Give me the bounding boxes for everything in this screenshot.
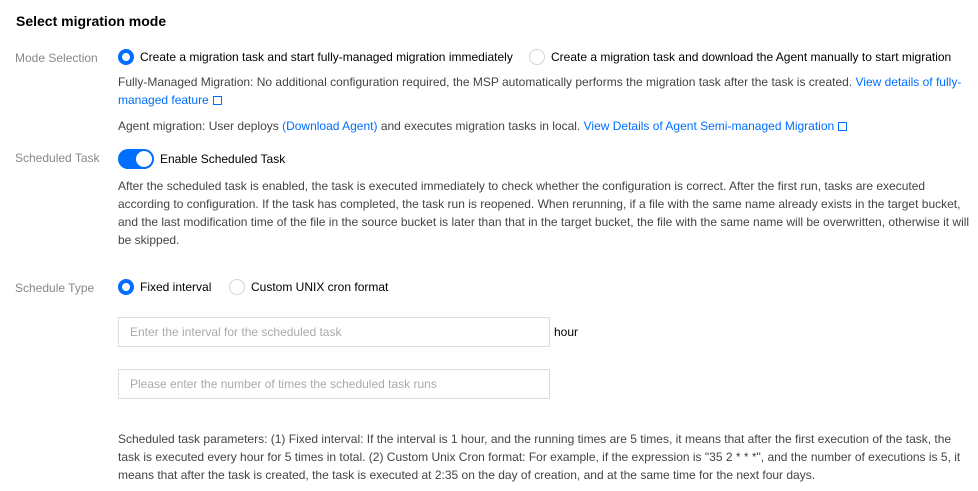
external-link-icon[interactable]: [838, 122, 847, 131]
toggle-knob: [136, 151, 152, 167]
section-title: Select migration mode: [16, 13, 167, 29]
radio-agent-manual-indicator[interactable]: [529, 49, 545, 65]
agent-desc-prefix: Agent migration: User deploys: [118, 119, 279, 133]
scheduled-desc-line: according to configuration. If the task has completed, the task run is reopened. When rerunning, if a file with the same name already exists in the target bucket,: [118, 197, 961, 211]
run-count-input[interactable]: [118, 369, 550, 399]
radio-custom-cron-label[interactable]: Custom UNIX cron format: [251, 280, 389, 294]
fully-managed-desc-text: Fully-Managed Migration: No additional configuration required, the MSP automatically performs the migration task after the task is created.: [118, 75, 853, 89]
radio-fixed-interval-indicator[interactable]: [118, 279, 134, 295]
scheduled-desc-line: After the scheduled task is enabled, the task is executed immediately to check whether the configuration is correct. After the first run, tasks are executed: [118, 179, 926, 193]
fully-managed-details-link-line2[interactable]: managed feature: [118, 93, 209, 107]
schedule-type-label: Schedule Type: [15, 281, 95, 295]
radio-fixed-interval-label[interactable]: Fixed interval: [140, 280, 212, 294]
radio-fully-managed-indicator[interactable]: [118, 49, 134, 65]
schedule-params-description: [118, 430, 973, 484]
radio-fully-managed[interactable]: [118, 49, 513, 65]
params-desc-line: means that after the task is created, the task is executed at 2:35 on the day of creation, and at the same time for the next four days.: [118, 468, 816, 482]
scheduled-desc-line: be skipped.: [118, 233, 180, 247]
agent-desc-suffix: and executes migration tasks in local.: [380, 119, 581, 133]
external-link-icon[interactable]: [213, 96, 222, 105]
scheduled-task-toggle[interactable]: [118, 149, 154, 169]
radio-custom-cron-indicator[interactable]: [229, 279, 245, 295]
radio-agent-manual-label[interactable]: Create a migration task and download the Agent manually to start migration: [551, 50, 952, 64]
fully-managed-details-link-line1[interactable]: View details of fully-: [855, 75, 962, 89]
radio-fully-managed-label[interactable]: Create a migration task and start fully-managed migration immediately: [140, 50, 513, 64]
scheduled-task-toggle-label: Enable Scheduled Task: [160, 152, 286, 166]
scheduled-task-label: Scheduled Task: [15, 151, 100, 165]
radio-fixed-interval[interactable]: [118, 279, 211, 295]
scheduled-desc-line: and the last modification time of the file in the source bucket is later than that in the target bucket, the file with the same name will be overwritten, otherwise it will: [118, 215, 970, 229]
params-desc-line: task is executed every hour for 5 times in total. (2) Custom Unix Cron format: For example, if the expression is "35 2 * * *", and the number of executions is 5, it: [118, 450, 961, 464]
download-agent-link[interactable]: (Download Agent): [282, 119, 378, 133]
agent-details-link[interactable]: View Details of Agent Semi-managed Migration: [583, 119, 835, 133]
interval-unit-label: hour: [554, 325, 579, 339]
fully-managed-description: [118, 73, 968, 109]
agent-migration-description: [118, 117, 968, 135]
mode-selection-label: Mode Selection: [15, 51, 98, 65]
params-desc-line: Scheduled task parameters: (1) Fixed interval: If the interval is 1 hour, and the running times are 5 times, it means that after the first execution of the task, the: [118, 432, 952, 446]
scheduled-task-description: [118, 177, 973, 249]
radio-custom-cron[interactable]: [229, 279, 388, 295]
radio-agent-manual[interactable]: [529, 49, 951, 65]
interval-input[interactable]: [118, 317, 550, 347]
